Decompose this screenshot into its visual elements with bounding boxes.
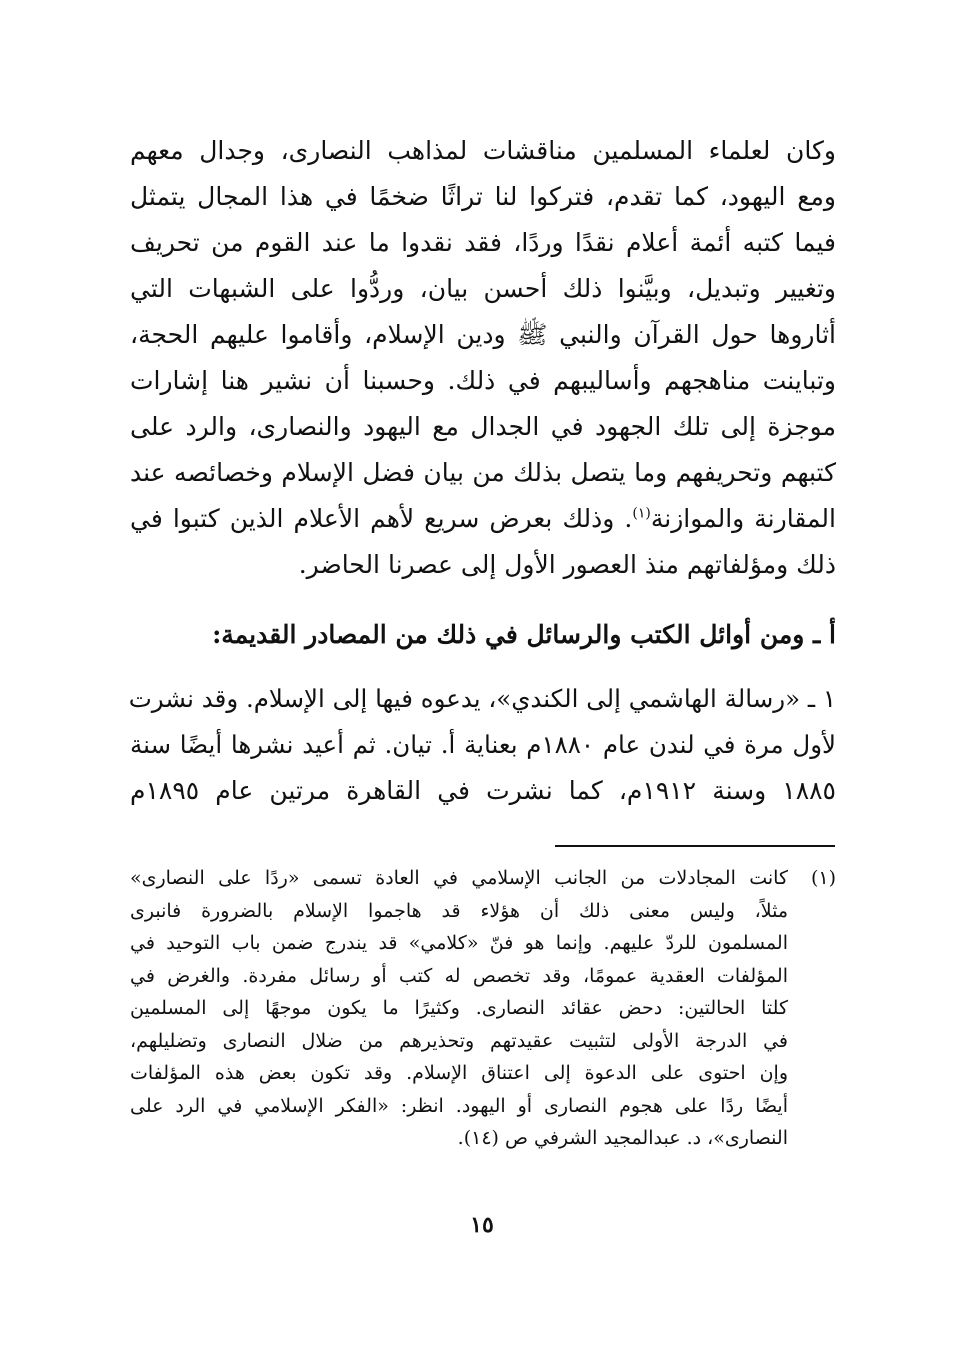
text-line: وكان لعلماء المسلمين مناقشات لمذاهب النصارى، وجدال معهم [130, 136, 836, 165]
section-heading: أ ـ ومن أوائل الكتب والرسائل في ذلك من المصادر القديمة: [212, 620, 836, 649]
text-line: ١ ـ «رسالة الهاشمي إلى الكندي»، يدعوه فيها إلى الإسلام. وقد نشرت [128, 684, 836, 713]
footnote-1 [130, 862, 836, 1155]
footnote-line: مثلاً، وليس معنى ذلك أن هؤلاء قد هاجموا الإسلام بالضرورة فانبرى [130, 899, 788, 922]
footnote-line: النصارى»، د. عبدالمجيد الشرفي ص (١٤). [457, 1127, 788, 1149]
text-line: فيما كتبه أئمة أعلام نقدًا وردًا، فقد نقدوا ما عند القوم من تحريف [130, 228, 836, 257]
footnote-line: كلتا الحالتين: دحض عقائد النصارى. وكثيرًا ما يكون موجهًا إلى المسلمين [130, 997, 788, 1019]
footnote-line: في الدرجة الأولى لتثبيت عقيدتهم وتحذيرهم من ضلال النصارى وتضليلهم، [130, 1029, 788, 1052]
footnotes-section [130, 862, 836, 1155]
page-number: ١٥ [470, 1212, 494, 1238]
text-segment: المقارنة والموازنة [650, 504, 836, 533]
text-line: ١٨٨٥ وسنة ١٩١٢م، كما نشرت في القاهرة مرتين عام ١٨٩٥م [130, 776, 836, 805]
text-line: لأول مرة في لندن عام ١٨٨٠م بعناية أ. تيان. ثم أعيد نشرها أيضًا سنة [130, 730, 836, 759]
paragraph-item-1 [130, 676, 836, 814]
paragraph-intro [130, 128, 836, 588]
text-line: وتغيير وتبديل، وبيَّنوا ذلك أحسن بيان، وردُّوا على الشبهات التي [130, 274, 836, 303]
footnote-line: كانت المجادلات من الجانب الإسلامي في العادة تسمى «ردًا على النصارى» [130, 867, 788, 889]
footnote-line: المسلمون للردّ عليهم. وإنما هو فنّ «كلامي» قد يندرج ضمن باب التوحيد في [130, 932, 788, 954]
text-line: موجزة إلى تلك الجهود في الجدال مع اليهود والنصارى، والرد على [130, 412, 836, 441]
footnote-divider [555, 845, 835, 847]
footnote-number: (١) [810, 867, 836, 889]
text-line: ومع اليهود، كما تقدم، فتركوا لنا تراثًا ضخمًا في هذا المجال يتمثل [130, 182, 836, 211]
text-line: ذلك ومؤلفاتهم منذ العصور الأول إلى عصرنا الحاضر. [298, 550, 836, 579]
footnote-line: المؤلفات العقدية عمومًا، وقد تخصص له كتب أو رسائل مفردة. والغرض في [130, 964, 788, 987]
footnote-reference[interactable]: (١) [632, 505, 651, 522]
text-line-with-footnote-ref [130, 496, 836, 542]
footnote-line: أيضًا ردًا على هجوم النصارى أو اليهود. انظر: «الفكر الإسلامي في الرد على [130, 1094, 788, 1117]
text-segment: . وذلك بعرض سريع لأهم الأعلام الذين كتبوا في [130, 504, 633, 533]
footnote-line: وإن احتوى على الدعوة إلى اعتناق الإسلام. وقد تكون بعض هذه المؤلفات [130, 1062, 788, 1084]
text-line: أثاروها حول القرآن والنبي ﷺ ودين الإسلام، وأقاموا عليهم الحجة، [130, 320, 836, 349]
text-line: كتبهم وتحريفهم وما يتصل بذلك من بيان فضل الإسلام وخصائصه عند [130, 458, 836, 487]
text-line: وتباينت مناهجهم وأساليبهم في ذلك. وحسبنا أن نشير هنا إشارات [130, 366, 836, 395]
